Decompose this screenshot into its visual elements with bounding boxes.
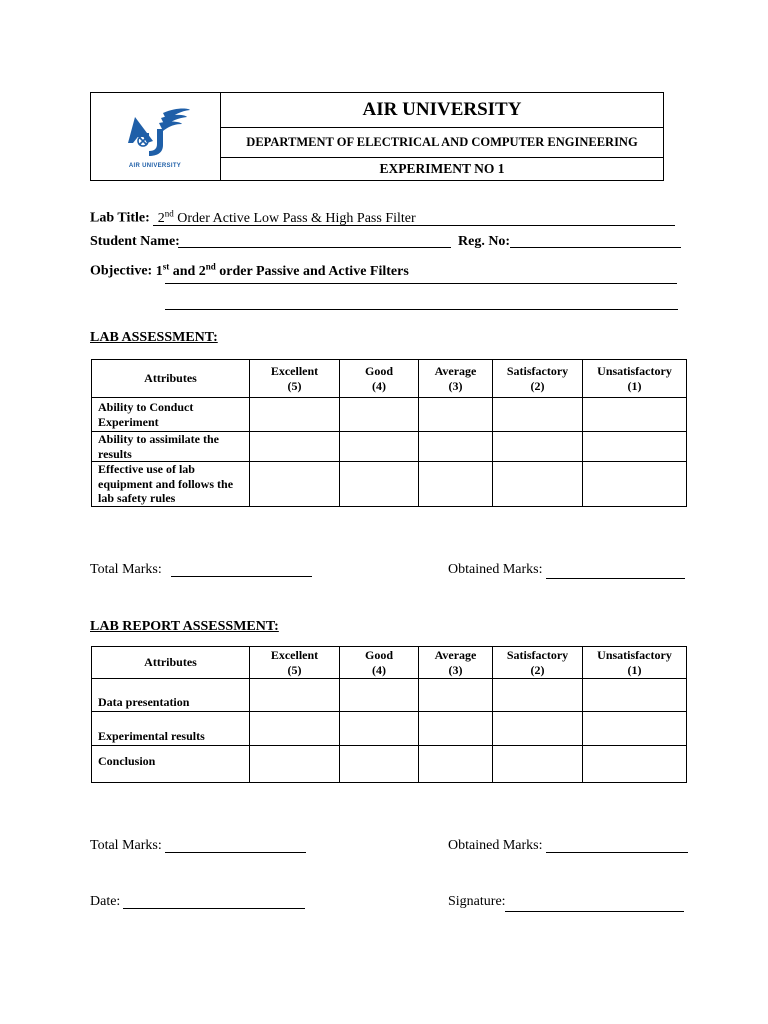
objective-s1: st	[162, 261, 170, 271]
header-box	[90, 92, 664, 181]
score-cell[interactable]	[419, 432, 493, 462]
score-cell[interactable]	[419, 746, 493, 783]
score-cell[interactable]	[493, 679, 583, 712]
lab-total-marks-field[interactable]	[171, 576, 312, 577]
header-satisfactory: Satisfactory (2)	[493, 647, 583, 679]
header-satisfactory: Satisfactory (2)	[493, 360, 583, 398]
header-attributes: Attributes	[92, 647, 250, 679]
header-excellent: Excellent (5)	[250, 647, 340, 679]
score-cell[interactable]	[583, 679, 687, 712]
header-attributes: Attributes	[92, 360, 250, 398]
air-university-logo-icon	[91, 93, 220, 180]
table-row	[92, 712, 687, 746]
signature-label: Signature:	[448, 894, 506, 909]
score-cell[interactable]	[250, 432, 340, 462]
lab-title-num: 2	[157, 210, 165, 226]
table-row	[92, 432, 687, 462]
objective-rest: order Passive and Active Filters	[215, 263, 409, 279]
score-cell[interactable]	[250, 398, 340, 432]
table-row	[92, 462, 687, 507]
lab-title-value	[157, 208, 416, 226]
attribute-cell: Effective use of lab equipment and follows the lab safety rules	[92, 462, 250, 507]
lab-total-marks-label: Total Marks:	[90, 562, 162, 577]
report-obtained-marks-field[interactable]	[546, 852, 688, 853]
score-cell[interactable]	[583, 398, 687, 432]
logo-cell	[91, 93, 221, 180]
student-name-label: Student Name:	[90, 234, 180, 249]
score-cell[interactable]	[250, 462, 340, 507]
score-cell[interactable]	[340, 432, 419, 462]
attribute-cell: Data presentation	[92, 679, 250, 712]
student-name-field[interactable]	[178, 247, 451, 248]
lab-title-sup: nd	[164, 208, 174, 218]
score-cell[interactable]	[250, 679, 340, 712]
objective-underline-2[interactable]	[165, 309, 678, 310]
report-total-marks-label: Total Marks:	[90, 838, 162, 853]
score-cell[interactable]	[419, 679, 493, 712]
objective-text	[155, 261, 409, 279]
header-average: Average (3)	[419, 647, 493, 679]
reg-no-field[interactable]	[510, 247, 681, 248]
score-cell[interactable]	[419, 712, 493, 746]
date-field[interactable]	[123, 908, 305, 909]
lab-title-underline	[153, 225, 675, 226]
report-assessment-table	[91, 646, 687, 783]
header-unsatisfactory: Unsatisfactory (1)	[583, 647, 687, 679]
score-cell[interactable]	[340, 398, 419, 432]
header-good: Good (4)	[340, 360, 419, 398]
score-cell[interactable]	[583, 746, 687, 783]
score-cell[interactable]	[250, 746, 340, 783]
score-cell[interactable]	[583, 462, 687, 507]
reg-no-label: Reg. No:	[458, 234, 511, 249]
report-header-row	[92, 647, 687, 679]
lab-assessment-table	[91, 359, 687, 507]
objective-underline-1[interactable]	[165, 283, 677, 284]
lab-assessment-header-row	[92, 360, 687, 398]
header-average: Average (3)	[419, 360, 493, 398]
lab-obtained-marks-label: Obtained Marks:	[448, 562, 543, 577]
score-cell[interactable]	[419, 398, 493, 432]
logo-text: AIR UNIVERSITY	[128, 163, 182, 169]
report-total-marks-field[interactable]	[165, 852, 306, 853]
attribute-cell: Conclusion	[92, 746, 250, 783]
score-cell[interactable]	[493, 432, 583, 462]
lab-assessment-title: LAB ASSESSMENT:	[90, 330, 218, 345]
header-unsatisfactory: Unsatisfactory (1)	[583, 360, 687, 398]
score-cell[interactable]	[583, 432, 687, 462]
lab-obtained-marks-field[interactable]	[546, 578, 685, 579]
lab-title-line	[90, 208, 416, 227]
attribute-cell: Ability to Conduct Experiment	[92, 398, 250, 432]
signature-field[interactable]	[505, 911, 684, 912]
score-cell[interactable]	[340, 712, 419, 746]
score-cell[interactable]	[340, 679, 419, 712]
objective-line	[90, 261, 409, 280]
attribute-cell: Experimental results	[92, 712, 250, 746]
report-obtained-marks-label: Obtained Marks:	[448, 838, 543, 853]
table-row	[92, 679, 687, 712]
department-name: DEPARTMENT OF ELECTRICAL AND COMPUTER ENGINEERING	[221, 128, 663, 158]
lab-title-label: Lab Title:	[90, 210, 150, 226]
table-row	[92, 398, 687, 432]
table-row	[92, 746, 687, 783]
score-cell[interactable]	[583, 712, 687, 746]
report-assessment-title: LAB REPORT ASSESSMENT:	[90, 619, 279, 634]
header-excellent: Excellent (5)	[250, 360, 340, 398]
objective-s2: nd	[205, 261, 216, 271]
score-cell[interactable]	[340, 462, 419, 507]
lab-title-rest: Order Active Low Pass & High Pass Filter	[173, 210, 416, 226]
university-name: AIR UNIVERSITY	[221, 93, 663, 128]
objective-mid: and 2	[169, 263, 206, 279]
score-cell[interactable]	[493, 462, 583, 507]
score-cell[interactable]	[493, 712, 583, 746]
score-cell[interactable]	[419, 462, 493, 507]
score-cell[interactable]	[493, 746, 583, 783]
header-good: Good (4)	[340, 647, 419, 679]
score-cell[interactable]	[250, 712, 340, 746]
objective-label: Objective:	[90, 263, 153, 279]
attribute-cell: Ability to assimilate the results	[92, 432, 250, 462]
score-cell[interactable]	[340, 746, 419, 783]
experiment-number: EXPERIMENT NO 1	[379, 161, 505, 176]
score-cell[interactable]	[493, 398, 583, 432]
objective-n1: 1	[155, 263, 163, 279]
title-cell	[221, 93, 663, 180]
date-label: Date:	[90, 894, 121, 909]
